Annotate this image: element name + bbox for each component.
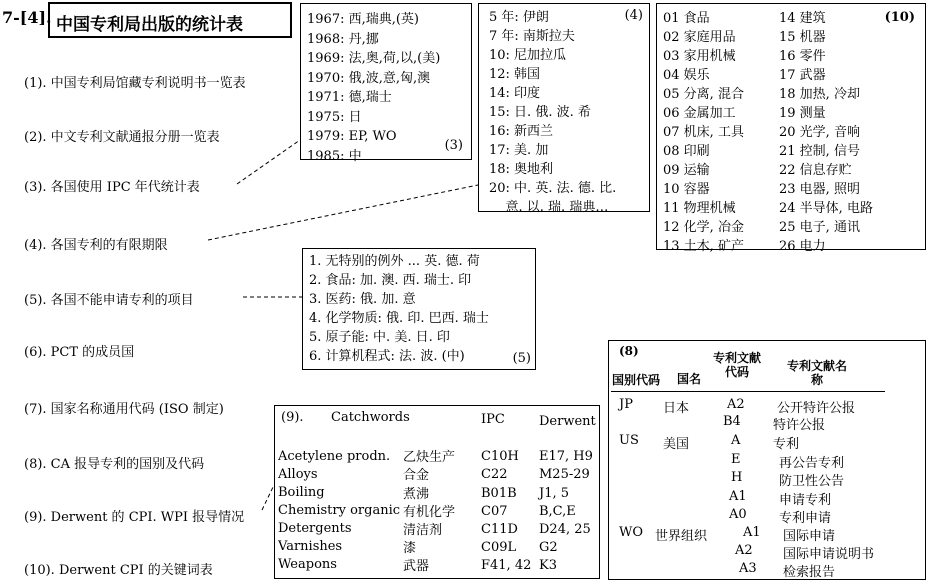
list-item: (8). CA 报导专利的国别及代码 (24, 457, 205, 472)
country-name: 日本 (663, 401, 690, 416)
ipc-year-line: 1970: 俄,波,意,匈,澳 (307, 70, 431, 86)
column-header: 专利文献名称 (787, 359, 848, 387)
keyword-item: 25 电子, 通讯 (779, 220, 860, 235)
doc-name: 专利 (773, 437, 800, 452)
country-code: US (619, 433, 639, 448)
doc-code: A1 (743, 525, 761, 540)
patent-term-box (478, 3, 650, 215)
patent-term-line: 16: 新西兰 (489, 124, 554, 139)
doc-name: 防卫性公告 (779, 474, 845, 489)
list-item: (3). 各国使用 IPC 年代统计表 (24, 180, 200, 195)
ipc-year-line: 1968: 丹,挪 (307, 31, 379, 47)
keyword-item: 01 食品 (663, 11, 710, 26)
catchword-zh: 有机化学 (403, 505, 456, 520)
patent-term-line: 14: 印度 (489, 86, 541, 101)
ipc-code: C11D (481, 522, 518, 537)
ipc-code: C10H (481, 449, 519, 464)
doc-code: A2 (735, 543, 753, 558)
country-name: 世界组织 (655, 529, 708, 544)
doc-name: 公开特许公报 (777, 401, 856, 416)
doc-name: 检索报告 (783, 565, 836, 580)
country-code: JP (619, 397, 633, 412)
ipc-year-line: 1971: 德,瑞士 (307, 90, 392, 105)
keyword-item: 20 光学, 音响 (779, 125, 860, 140)
patent-term-line: 12: 韩国 (489, 67, 541, 82)
catchword: Acetylene prodn. (278, 449, 391, 464)
catchword-zh: 清洁剂 (403, 523, 443, 538)
doc-name: 特许公报 (773, 418, 826, 433)
patent-term-line: 7 年: 南斯拉夫 (489, 29, 575, 44)
derwent-code: G2 (539, 540, 558, 555)
non-patentable-line: 1. 无特别的例外 ... 英. 德. 荷 (309, 254, 480, 269)
doc-code: H (731, 470, 743, 485)
keyword-item: 02 家庭用品 (663, 30, 736, 45)
ca-country-code-box (608, 340, 926, 580)
doc-name: 国际申请 (783, 529, 836, 544)
keyword-item: 13 土木, 矿产 (663, 239, 744, 254)
catchword: Boiling (278, 485, 325, 500)
list-item: (7). 国家名称通用代码 (ISO 制定) (24, 402, 224, 417)
country-code: WO (619, 525, 644, 540)
keyword-item: 12 化学, 冶金 (663, 220, 744, 235)
keyword-item: 24 半导体, 电路 (779, 201, 873, 216)
keyword-item: 16 零件 (779, 49, 826, 64)
ipc-year-line: 1975: 日 (307, 109, 362, 125)
box-number: (9). (281, 410, 304, 425)
catchword: Weapons (278, 557, 337, 572)
keyword-item: 15 机器 (779, 30, 826, 45)
keyword-item: 22 信息存贮 (779, 163, 852, 178)
box-number: (8) (619, 344, 639, 358)
doc-code: E (731, 452, 741, 467)
keyword-item: 23 电器, 照明 (779, 182, 860, 197)
catchword-zh: 武器 (403, 559, 430, 574)
ipc-code: F41, 42 (481, 558, 532, 573)
derwent-code: J1, 5 (539, 486, 570, 501)
keyword-item: 07 机床, 工具 (663, 125, 744, 140)
derwent-code: D24, 25 (539, 522, 591, 537)
keyword-item: 14 建筑 (779, 11, 826, 26)
keyword-item: 03 家用机械 (663, 49, 736, 64)
box-number: (4) (624, 8, 643, 23)
non-patentable-line: 5. 原子能: 中. 美. 日. 印 (309, 330, 450, 345)
keyword-item: 21 控制, 信号 (779, 144, 860, 159)
keyword-item: 26 电力 (779, 239, 826, 254)
ipc-code: C22 (481, 467, 508, 482)
column-header: Catchwords (331, 410, 410, 425)
keyword-item: 09 运输 (663, 163, 710, 178)
patent-term-line: 意. 以. 瑞. 瑞典… (489, 200, 609, 215)
catchword: Varnishes (278, 539, 343, 554)
box-number: (3) (444, 138, 463, 153)
catchwords-box (274, 405, 600, 579)
catchword: Detergents (278, 521, 352, 536)
keyword-item: 04 娱乐 (663, 68, 710, 83)
non-patentable-line: 2. 食品: 加. 澳. 西. 瑞士. 印 (309, 273, 472, 288)
catchword: Chemistry organic (278, 503, 401, 518)
doc-name: 专利申请 (779, 511, 832, 526)
ipc-year-line: 1985: 中 (307, 148, 362, 164)
ipc-year-line: 1979: EP, WO (307, 129, 397, 144)
catchword-zh: 乙炔生产 (403, 450, 456, 465)
patent-term-line: 15: 日. 俄. 波. 希 (489, 105, 591, 120)
ipc-year-line: 1969: 法,奥,荷,以,(美) (307, 51, 441, 66)
keyword-item: 19 测量 (779, 106, 826, 121)
derwent-code: E17, H9 (539, 449, 593, 464)
section-number: 7-[4]. (2, 8, 52, 27)
column-header: 国名 (677, 372, 702, 386)
non-patentable-box (302, 248, 536, 370)
header-divider (611, 391, 885, 392)
catchword-zh: 合金 (403, 468, 430, 483)
column-header: IPC (481, 412, 505, 427)
doc-name: 再公告专利 (779, 456, 845, 471)
doc-code: A (731, 433, 741, 448)
list-item: (9). Derwent 的 CPI. WPI 报导情况 (24, 510, 245, 525)
ipc-year-line: 1967: 西,瑞典,(英) (307, 12, 420, 27)
non-patentable-line: 4. 化学物质: 俄. 印. 巴西. 瑞士 (309, 311, 489, 326)
doc-code: A3 (739, 561, 757, 576)
list-item: (4). 各国专利的有限期限 (24, 238, 168, 253)
box-number: (5) (512, 351, 531, 366)
list-item: (1). 中国专利局馆藏专利说明书一览表 (24, 76, 246, 91)
ipc-code: C09L (481, 540, 517, 555)
patent-term-line: 17: 美. 加 (489, 143, 549, 158)
country-name: 美国 (663, 437, 690, 452)
keyword-item: 17 武器 (779, 68, 826, 83)
ipc-code: B01B (481, 486, 517, 501)
derwent-code: M25-29 (539, 467, 590, 482)
keyword-item: 18 加热, 冷却 (779, 87, 860, 102)
derwent-code: B,C,E (539, 504, 576, 519)
list-item: (5). 各国不能申请专利的项目 (24, 293, 194, 308)
column-header: 国别代码 (612, 373, 661, 387)
list-item: (10). Derwent CPI 的关键词表 (24, 563, 213, 578)
doc-name: 国际申请说明书 (783, 547, 875, 562)
patent-term-line: 18: 奥地利 (489, 162, 554, 177)
list-item: (6). PCT 的成员国 (24, 345, 135, 360)
catchword-zh: 煮沸 (403, 487, 430, 502)
keyword-list-box (656, 3, 926, 254)
doc-name: 申请专利 (779, 493, 832, 508)
derwent-code: K3 (539, 558, 557, 573)
patent-term-line: 10: 尼加拉瓜 (489, 48, 567, 63)
keyword-item: 08 印刷 (663, 144, 710, 159)
keyword-item: 06 金属加工 (663, 106, 736, 121)
catchword-zh: 漆 (403, 541, 417, 556)
non-patentable-line: 3. 医药: 俄. 加. 意 (309, 292, 416, 307)
box-number: (10) (884, 10, 915, 25)
list-item: (2). 中文专利文献通报分册一览表 (24, 130, 220, 145)
page-title: 中国专利局出版的统计表 (48, 2, 292, 38)
catchword: Alloys (278, 467, 318, 482)
keyword-item: 05 分离, 混合 (663, 87, 744, 102)
column-header: 专利文献代码 (712, 351, 761, 379)
patent-term-line: 20: 中. 英. 法. 德. 比. (489, 181, 617, 196)
column-header: Derwent (539, 414, 596, 429)
keyword-item: 10 容器 (663, 182, 710, 197)
ipc-code: C07 (481, 504, 508, 519)
keyword-item: 11 物理机械 (663, 201, 736, 216)
ipc-year-box (300, 3, 472, 164)
doc-code: A0 (729, 507, 747, 522)
doc-code: A2 (727, 397, 745, 412)
patent-term-line: 5 年: 伊朗 (489, 10, 549, 25)
doc-code: A1 (729, 489, 747, 504)
non-patentable-line: 6. 计算机程式: 法. 波. (中) (309, 349, 465, 364)
doc-code: B4 (723, 414, 741, 429)
